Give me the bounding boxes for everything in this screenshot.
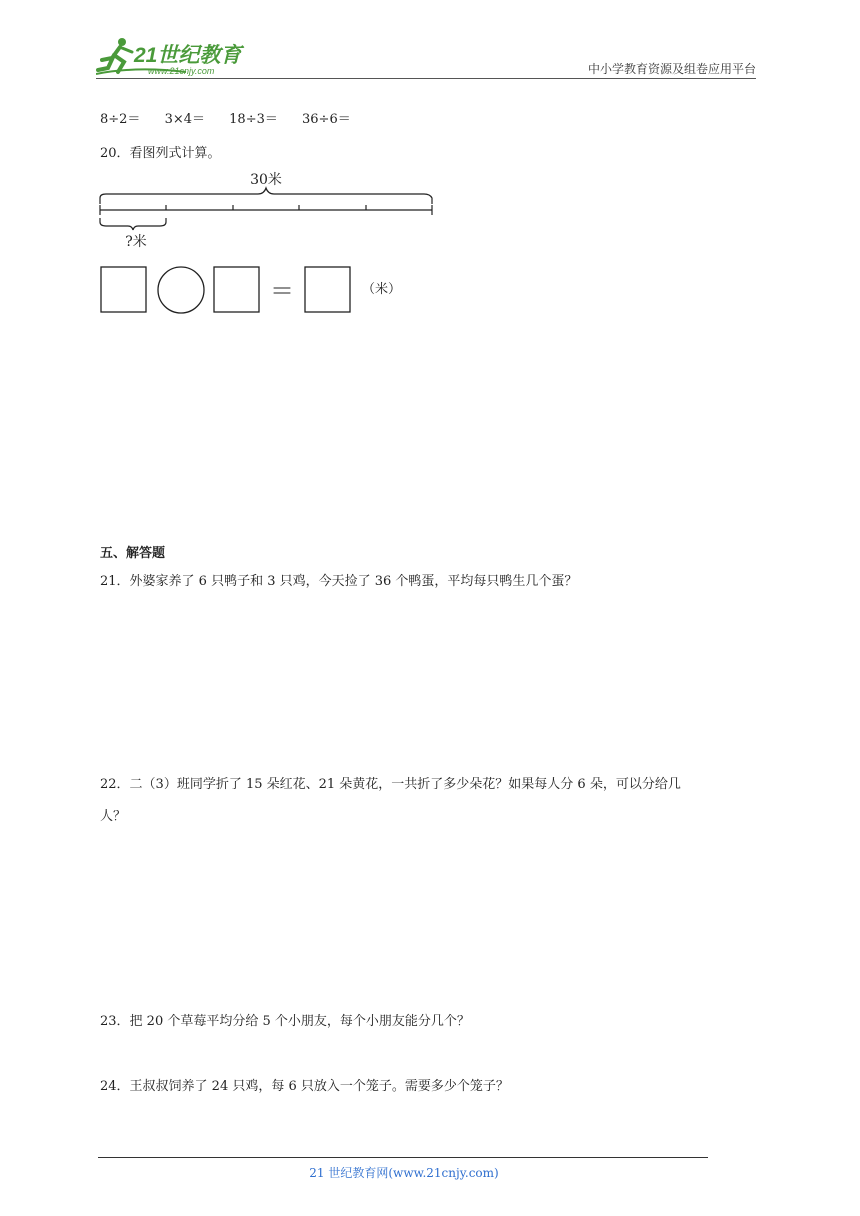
logo-text: 21世纪教育 <box>134 44 242 67</box>
total-label: 30米 <box>250 172 282 188</box>
platform-name: 中小学教育资源及组卷应用平台 <box>587 62 756 76</box>
site-logo <box>96 36 266 78</box>
calc-item: 3×4＝ <box>164 112 206 127</box>
result-box[interactable] <box>305 267 350 312</box>
question-24: 24．王叔叔饲养了 24 只鸡，每 6 只放入一个笼子。需要多少个笼子？ <box>100 1079 509 1094</box>
formula-boxes <box>98 262 418 322</box>
calc-row <box>100 108 371 127</box>
calc-item: 36÷6＝ <box>302 112 351 127</box>
equals-sign: ＝ <box>270 277 294 305</box>
question-20: 20．看图列式计算。 <box>100 146 221 161</box>
runner-logo-icon <box>96 36 266 78</box>
header-divider <box>96 78 756 79</box>
part-brace <box>100 218 166 230</box>
answer-box[interactable] <box>101 267 146 312</box>
footer-link[interactable]: 21 世纪教育网(www.21cnjy.com) <box>309 1166 499 1180</box>
section-title: 五、解答题 <box>100 546 166 561</box>
question-21: 21．外婆家养了 6 只鸭子和 3 只鸡，今天捡了 36 个鸭蛋，平均每只鸭生几个蛋？ <box>100 574 578 589</box>
operator-circle[interactable] <box>158 267 204 313</box>
question-22-line-1: 22．二（3）班同学折了 15 朵红花、21 朵黄花，一共折了多少朵花？如果每人分 6 朵，可以分给几 <box>100 777 681 792</box>
logo-url: www.21cnjy.com <box>148 66 215 76</box>
unit-label: （米） <box>362 282 402 297</box>
question-23: 23．把 20 个草莓平均分给 5 个小朋友，每个小朋友能分几个？ <box>100 1014 470 1029</box>
total-brace <box>100 188 432 204</box>
calc-item: 18÷3＝ <box>229 112 278 127</box>
answer-box[interactable] <box>214 267 259 312</box>
segment-diagram <box>98 168 438 258</box>
footer-divider <box>98 1157 708 1158</box>
part-label: ?米 <box>125 234 147 250</box>
calc-item: 8÷2＝ <box>100 112 141 127</box>
question-22-line-2: 人？ <box>100 809 127 824</box>
